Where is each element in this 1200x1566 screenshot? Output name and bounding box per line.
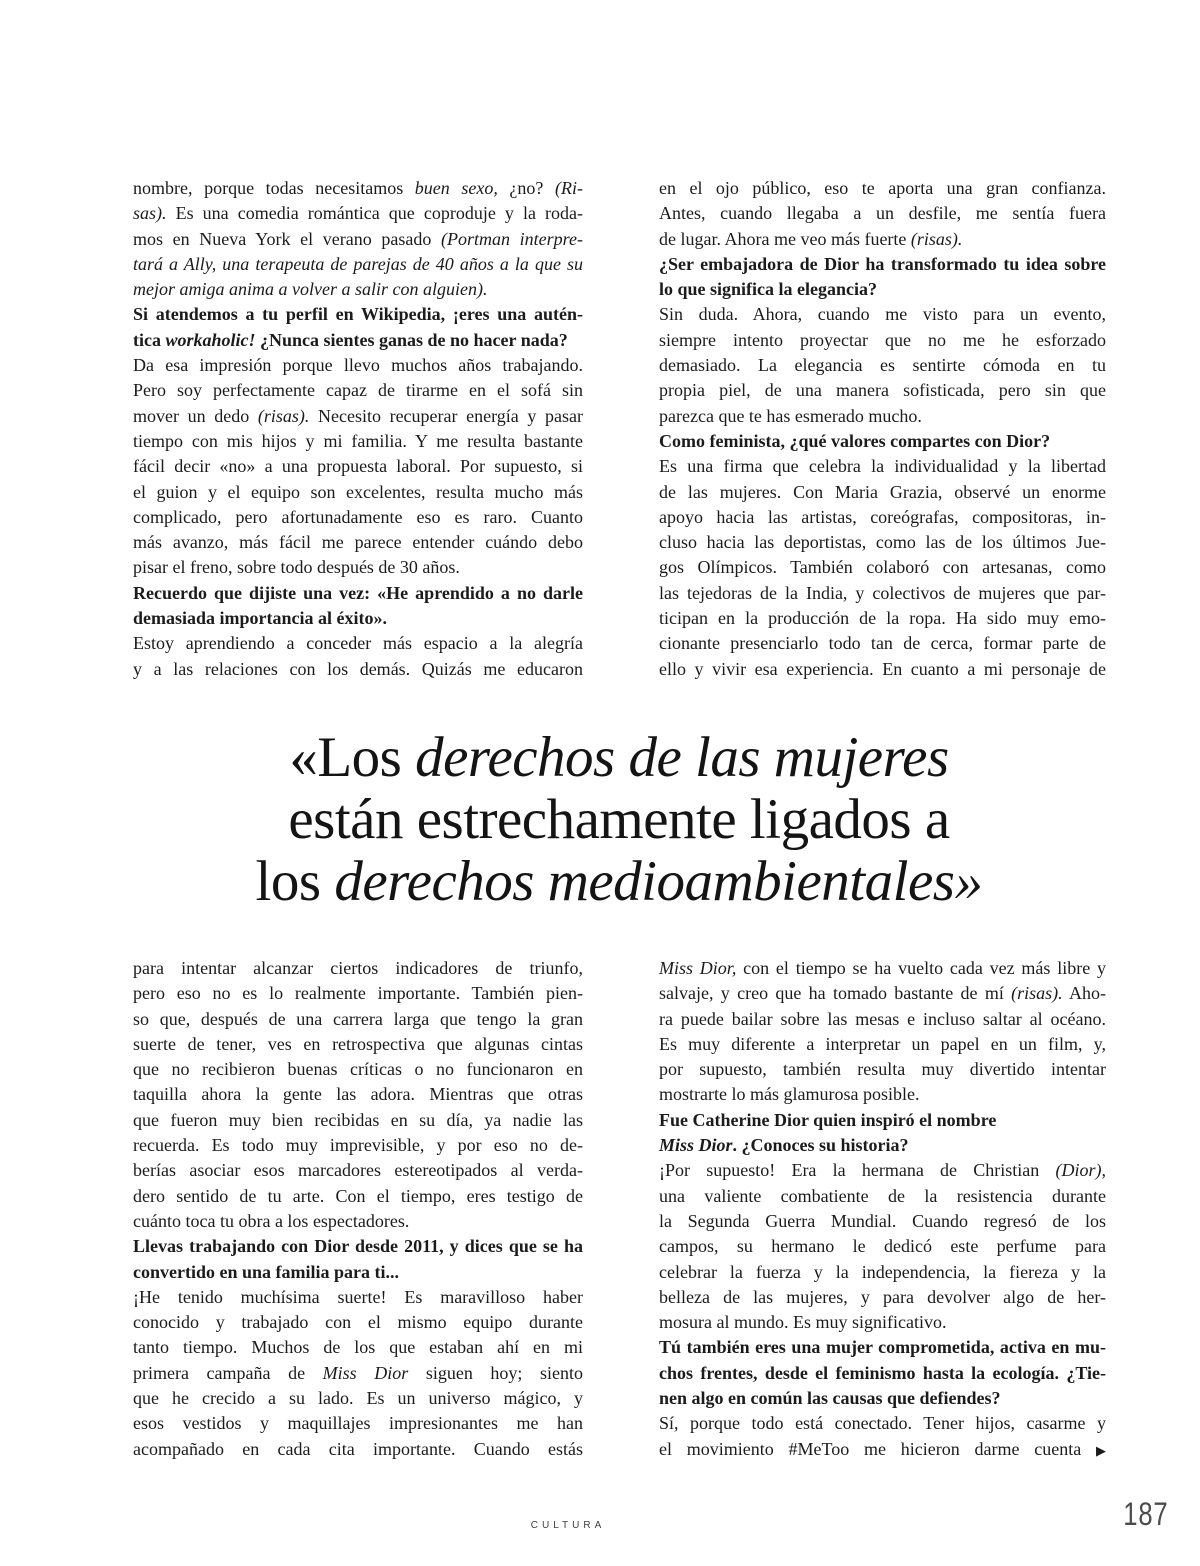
text-line <box>659 606 1106 631</box>
text-run: Fue Catherine Dior quien inspiró el nombre <box>659 1109 997 1130</box>
text-run: primera campaña de <box>133 1362 323 1383</box>
text-run: tanto tiempo. Muchos de los que estaban ahí en mi <box>133 1337 583 1358</box>
text-line <box>659 1437 1106 1464</box>
text-line <box>133 1361 583 1386</box>
text-run: esos vestidos y maquillajes impresionantes me han <box>133 1413 583 1434</box>
text-line <box>133 404 583 429</box>
text-line <box>133 505 583 530</box>
text-run: salvaje, y creo que ha tomado bastante de mí <box>659 983 1012 1004</box>
text-line <box>659 581 1106 606</box>
text-run: ¡Por supuesto! Era la hermana de Christian <box>659 1160 1056 1181</box>
pull-quote <box>133 727 1105 913</box>
text-line <box>133 1108 583 1133</box>
text-line <box>659 956 1106 981</box>
text-line <box>659 631 1106 656</box>
text-run: dero sentido de tu arte. Con el tiempo, eres testigo de <box>133 1185 583 1206</box>
text-line <box>133 1260 583 1285</box>
text-line <box>659 1057 1106 1082</box>
text-run: mosura al mundo. Es muy significativo. <box>659 1312 947 1333</box>
text-line <box>659 201 1106 226</box>
text-run: Miss Dior, <box>659 958 737 978</box>
text-line <box>133 1285 583 1310</box>
text-line <box>659 429 1106 454</box>
text-line <box>133 252 583 277</box>
text-line <box>659 1133 1106 1158</box>
text-line <box>133 851 1105 913</box>
text-run: y a las relaciones con los demás. Quizás me educaron <box>133 658 583 679</box>
text-run: Necesito recuperar energía y pasar <box>309 405 583 426</box>
text-run: Recuerdo que dijiste una vez: «He aprendido a no darle <box>133 582 583 603</box>
text-line <box>133 581 583 606</box>
text-run: tica <box>133 329 166 350</box>
text-run: en el ojo público, eso te aporta una gran confianza. <box>659 178 1106 198</box>
text-run: Antes, cuando llegaba a un desfile, me sentía fuera <box>659 203 1106 224</box>
text-line <box>133 328 583 353</box>
text-line <box>659 1032 1106 1057</box>
text-line <box>659 1285 1106 1310</box>
text-run: cluso hacia las deportistas, como las de los últimos Jue- <box>659 532 1106 553</box>
text-line <box>659 252 1106 277</box>
text-run: suerte de tener, ves en retrospectiva que algunas cintas <box>133 1033 583 1054</box>
text-run: (risas). <box>1011 983 1063 1004</box>
text-run: nombre, porque todas necesitamos <box>133 178 415 198</box>
text-run: para intentar alcanzar ciertos indicadores de triunfo, <box>133 958 583 978</box>
text-line <box>659 1310 1106 1335</box>
text-line <box>659 657 1106 682</box>
text-line <box>659 981 1106 1006</box>
text-line <box>133 530 583 555</box>
text-run: belleza de las mujeres, y para devolver algo de her- <box>659 1286 1106 1307</box>
text-line <box>133 555 583 580</box>
text-line <box>659 302 1106 327</box>
text-line <box>133 1437 583 1462</box>
text-line <box>659 1411 1106 1436</box>
text-run: Miss Dior <box>659 1135 733 1156</box>
text-run: que he crecido a su lado. Es un universo mágico, y <box>133 1388 583 1409</box>
text-run: las tejedoras de la India, y colectivos de mujeres que par- <box>659 582 1106 603</box>
text-run: acompañado en cada cita importante. Cuando estás <box>133 1438 583 1459</box>
text-run: ¿no? <box>497 178 555 198</box>
text-run: que no recibieron buenas críticas o no funcionaron en <box>133 1059 583 1080</box>
text-run: la Segunda Guerra Mundial. Cuando regresó de los <box>659 1210 1106 1231</box>
text-line <box>659 530 1106 555</box>
text-run: . ¿Conoces su historia? <box>732 1135 909 1156</box>
text-run: cuánto toca tu obra a los espectadores. <box>133 1210 410 1231</box>
text-line <box>133 454 583 479</box>
text-run: parezca que te has esmerado mucho. <box>659 405 922 426</box>
text-line <box>659 1007 1106 1032</box>
text-run: ello y vivir esa experiencia. En cuanto a mi personaje de <box>659 658 1106 679</box>
continuation-arrow-icon: ▶ <box>1096 1443 1106 1459</box>
text-run: Es una comedia romántica que coproduje y la roda- <box>166 203 583 224</box>
text-run: por supuesto, también resulta muy divertido intentar <box>659 1059 1106 1080</box>
text-line <box>659 404 1106 429</box>
text-line <box>659 328 1106 353</box>
text-run: propia piel, de una manera sofisticada, pero sin que <box>659 380 1106 401</box>
text-run: complicado, pero afortunadamente eso es raro. Cuanto <box>133 506 583 527</box>
text-run: mover un dedo <box>133 405 258 426</box>
text-line <box>133 1133 583 1158</box>
text-run: Miss Dior <box>322 1362 409 1383</box>
text-run: Estoy aprendiendo a conceder más espacio a la alegría <box>133 633 583 654</box>
text-line <box>659 353 1106 378</box>
text-run: chos frentes, desde el feminismo hasta la ecología. ¿Tie- <box>659 1362 1106 1383</box>
text-line <box>133 1158 583 1183</box>
text-run: los <box>255 850 335 913</box>
text-line <box>659 454 1106 479</box>
column-top-left <box>133 176 583 682</box>
text-run: (risas). <box>910 228 963 249</box>
text-run: lo que significa la elegancia? <box>659 279 877 300</box>
text-run: (Ri- <box>555 178 583 198</box>
text-line <box>133 727 1105 789</box>
text-line <box>659 480 1106 505</box>
text-line <box>133 981 583 1006</box>
text-run: «Los <box>289 726 416 789</box>
text-run: el guion y el equipo son excelentes, resulta mucho más <box>133 481 583 502</box>
text-run: más avanzo, más fácil me parece entender cuándo debo <box>133 532 583 553</box>
text-run: Es muy diferente a interpretar un papel en un film, y, <box>659 1033 1106 1054</box>
text-run: mejor amiga anima a volver a salir con alguien). <box>133 279 488 300</box>
text-line <box>133 1007 583 1032</box>
text-run: una valiente combatiente de la resistencia durante <box>659 1185 1106 1206</box>
text-run: ¿Ser embajadora de Dior ha transformado tu idea sobre <box>659 253 1106 274</box>
text-line <box>133 1184 583 1209</box>
text-run: tiempo con mis hijos y mi familia. Y me resulta bastante <box>133 430 583 451</box>
text-run: Da esa impresión porque llevo muchos años trabajando. <box>133 355 583 376</box>
text-run: de lugar. Ahora me veo más fuerte <box>659 228 911 249</box>
text-line <box>133 1335 583 1360</box>
text-line <box>133 227 583 252</box>
text-run: el movimiento #MeToo me hicieron darme cuenta <box>659 1438 1097 1459</box>
text-run: fácil decir «no» a una propuesta laboral. Por supuesto, si <box>133 456 583 477</box>
text-line <box>659 1234 1106 1259</box>
text-run: ¿Nunca sientes ganas de no hacer nada? <box>255 329 568 350</box>
text-run: celebrar la fuerza y la independencia, la fiereza y la <box>659 1261 1106 1282</box>
text-run: Sí, porque todo está conectado. Tener hijos, casarme y <box>659 1413 1106 1434</box>
text-run: de las mujeres. Con Maria Grazia, observé un enorme <box>659 481 1106 502</box>
text-line <box>133 429 583 454</box>
text-line <box>133 1411 583 1436</box>
text-line <box>659 1209 1106 1234</box>
text-line <box>133 353 583 378</box>
text-run: pisar el freno, sobre todo después de 30 años. <box>133 557 460 578</box>
text-line <box>659 1386 1106 1411</box>
text-run: Llevas trabajando con Dior desde 2011, y dices que se ha <box>133 1236 583 1257</box>
text-line <box>133 176 583 201</box>
text-run: recuerda. Es todo muy imprevisible, y por eso no de- <box>133 1135 583 1156</box>
text-line <box>133 1234 583 1259</box>
text-line <box>133 1082 583 1107</box>
text-line <box>133 302 583 327</box>
text-run: mos en Nueva York el verano pasado <box>133 228 442 249</box>
text-line <box>659 176 1106 201</box>
text-run: derechos medioambientales» <box>334 850 983 913</box>
text-line <box>659 1361 1106 1386</box>
text-line <box>133 277 583 302</box>
text-line <box>133 1386 583 1411</box>
text-line <box>659 1082 1106 1107</box>
text-run: convertido en una familia para ti... <box>133 1261 399 1282</box>
text-run: (Portman interpre- <box>441 228 583 249</box>
text-run: Tú también eres una mujer comprometida, activa en mu- <box>659 1337 1106 1358</box>
text-line <box>659 505 1106 530</box>
text-run: demasiado. La elegancia es sentirte cómoda en tu <box>659 355 1106 376</box>
text-run: demasiada importancia al éxito». <box>133 608 387 629</box>
text-line <box>133 1057 583 1082</box>
text-line <box>659 1260 1106 1285</box>
text-run: nen algo en común las causas que defiendes? <box>659 1388 1001 1409</box>
text-run: ticipan en la producción de la ropa. Ha sido muy emo- <box>659 608 1106 629</box>
text-run: ra puede bailar sobre las mesas e incluso saltar al océano. <box>659 1008 1106 1029</box>
column-bottom-right <box>659 956 1106 1464</box>
text-run: workaholic! <box>165 329 256 350</box>
text-run: taquilla ahora la gente las adora. Mientras que otras <box>133 1084 583 1105</box>
text-line <box>133 956 583 981</box>
column-bottom-left <box>133 956 583 1462</box>
text-run: apoyo hacia las artistas, coreógrafas, compositoras, in- <box>659 506 1106 527</box>
text-run: sas). <box>133 203 167 224</box>
text-run: mostrarte lo más glamurosa posible. <box>659 1084 920 1105</box>
text-line <box>133 606 583 631</box>
text-line <box>659 1158 1106 1183</box>
text-run: con el tiempo se ha vuelto cada vez más libre y <box>736 958 1107 978</box>
text-run: (risas). <box>257 405 310 426</box>
text-run: (Dior), <box>1055 1160 1106 1181</box>
text-run: pero eso no es lo realmente importante. También pien- <box>133 983 583 1004</box>
text-run: buen sexo, <box>414 178 498 198</box>
text-line <box>133 480 583 505</box>
text-run: cionante presenciarlo todo tan de cerca, formar parte de <box>659 633 1106 654</box>
text-line <box>133 1032 583 1057</box>
text-line <box>659 1108 1106 1133</box>
text-run: siguen hoy; siento <box>408 1362 583 1383</box>
text-run: están estrechamente ligados a <box>288 788 950 851</box>
text-line <box>133 631 583 656</box>
text-line <box>659 227 1106 252</box>
text-line <box>659 378 1106 403</box>
text-run: Aho- <box>1062 983 1106 1004</box>
text-line <box>659 1335 1106 1360</box>
text-line <box>133 1209 583 1234</box>
text-line <box>133 201 583 226</box>
text-run: Como feminista, ¿qué valores compartes con Dior? <box>659 430 1051 451</box>
text-line <box>133 789 1105 851</box>
text-line <box>133 657 583 682</box>
text-run: siempre intento proyectar que no me he esforzado <box>659 329 1106 350</box>
text-run: que fueron muy bien recibidas en su día, ya nadie las <box>133 1109 583 1130</box>
text-line <box>659 277 1106 302</box>
text-line <box>659 1184 1106 1209</box>
footer-section-label: CULTURA <box>530 1520 606 1531</box>
text-run: conocido y trabajado con el mismo equipo durante <box>133 1312 583 1333</box>
text-run: derechos de las mujeres <box>415 726 949 789</box>
text-run: Es una firma que celebra la individualidad y la libertad <box>659 456 1106 477</box>
column-top-right <box>659 176 1106 682</box>
text-run: campos, su hermano le dedicó este perfume para <box>659 1236 1106 1257</box>
text-run: tará a Ally, una terapeuta de parejas de 40 años a la que su <box>133 253 583 274</box>
text-run: so que, después de una carrera larga que tengo la gran <box>133 1008 583 1029</box>
text-run: Sin duda. Ahora, cuando me visto para un evento, <box>659 304 1106 325</box>
text-line <box>133 1310 583 1335</box>
text-run: berías asociar esos marcadores estereotipados al verda- <box>133 1160 583 1181</box>
page-number: 187 <box>1122 1496 1168 1532</box>
text-run: gos Olímpicos. También colaboró con artesanas, como <box>659 557 1106 578</box>
text-line <box>133 378 583 403</box>
text-run: Si atendemos a tu perfil en Wikipedia, ¡eres una autén- <box>133 304 583 325</box>
text-line <box>659 555 1106 580</box>
text-run: Pero soy perfectamente capaz de tirarme en el sofá sin <box>133 380 583 401</box>
text-run: ¡He tenido muchísima suerte! Es maravilloso haber <box>133 1286 583 1307</box>
